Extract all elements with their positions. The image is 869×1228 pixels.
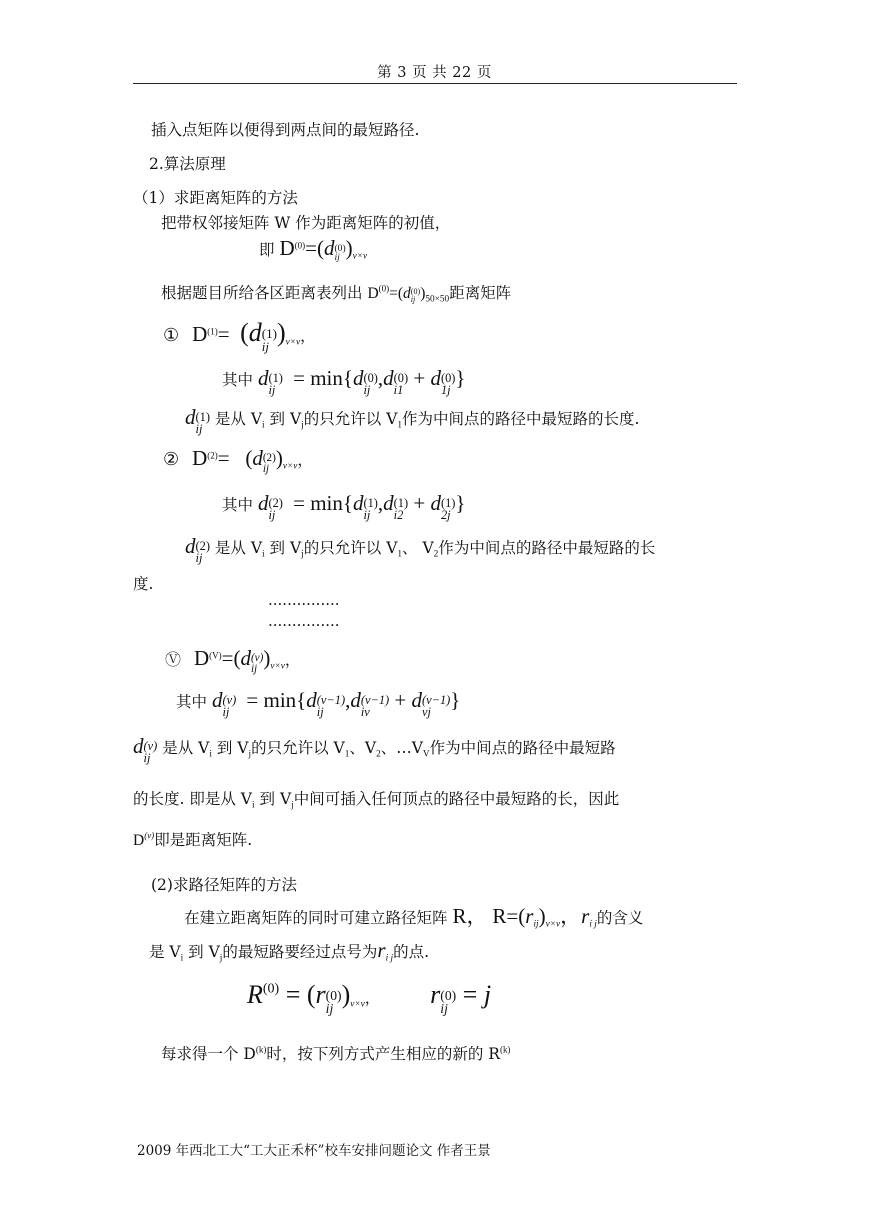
formula-dv: Ⓥ $D^{(V)}=(d$ (ν) ij )$_{\nu\times\nu}$， [165,646,301,675]
qizhong-v: 其中 [176,693,208,711]
path1-Req: R= [492,904,519,928]
path1-a: 在建立距离矩阵的同时可建立路径矩阵 [184,909,448,927]
descv-f: 作为中间点的路径中最短路 [429,739,616,757]
formula-d2: ② $D^{(2)}= (d$ (2) ij )$_{\nu\times\nu}$， [163,446,313,475]
formula-d1: ① $D^{(1)}= (d$ (1) ij )$_{\nu\times\nu}$， [163,318,316,355]
each-b: 时，按下列方式产生相应的新的 R [266,1045,500,1063]
desc-dv-cont: 的长度. 即是从 $V_i$ 到 $V_j$中间可插入任何顶点的路径中最短路的长，因此 [133,790,620,811]
section-2-heading: 2.算法原理 [149,155,226,173]
desc1-a: 是从 V [214,410,263,428]
desc2-b: 到 V [269,539,302,557]
dots-row-2: ............... [268,612,340,630]
min-op-v: min [263,688,297,712]
subsection-2-heading: (2)求路径矩阵的方法 [151,876,297,894]
descv-cont-a: 的长度. 即是从 V [133,790,252,808]
formula-d2-min: 其中 d (2) ij = min{d (1) ij ,d (1) i2 + d (1) 2j } [222,491,466,522]
desc2-a: 是从 V [214,539,263,557]
list-prefix: 根据题目所给各区距离表列出 [161,284,363,302]
ji-word: 即 [259,241,275,259]
formula-d1-min: 其中 d (1) ij = min{d (0) ij ,d (0) i1 + d (0) 1j } [222,366,466,397]
step-2-marker: ② [163,449,180,470]
init-paragraph: 把带权邻接矩阵 W 作为距离矩阵的初值， [161,214,451,232]
desc-dv: d (ν) ij 是从 $V_i$ 到 $V_j$的只允许以 $V_1$、$V_2$、$\dots V_V$作为中间点的路径中最短路 [133,734,616,765]
descv-c: 的只允许以 V [251,739,345,757]
sup-k-1: (k) [255,1044,267,1055]
path-paragraph-2: 是 $V_i$ 到 $V_j$的最短路要经过点号为$r_{i j}$的点. [149,938,430,964]
list-suffix: 距离矩阵 [449,284,512,302]
desc-d2-cont: 度. [133,575,154,593]
qizhong-2: 其中 [222,496,254,514]
subsection-1-heading: （1）求距离矩阵的方法 [133,189,298,207]
formula-dv-min: 其中 d (ν) ij = min{d (ν−1) ij ,d (ν−1) iν + d (ν−1) νj } [176,688,461,719]
path2-c: 的最短路要经过点号为 [222,943,378,961]
desc2-c: 的只允许以 V [303,539,398,557]
path2-a: 是 V [149,943,181,961]
desc-d1: d (1) ij 是从 $V_i$ 到 $V_j$的只允许以 $V_1$作为中间点的路径中最短路的长度. [185,405,640,436]
step-v-marker: Ⓥ [165,650,182,669]
formula-r0: R(0) = (r (0) ij )$_{\nu\times\nu}$， r (0) ij = j [247,980,492,1017]
path1-meaning: 的含义 [596,909,644,927]
desc1-b: 到 V [269,410,302,428]
descv-d: 、V [349,739,377,757]
path2-b: 到 V [188,943,220,961]
formula-d0: 即 $D^{(0)}=(d$ (0) ij )$_{\nu\times\nu}$ [259,236,368,264]
sup-k-2: (k) [499,1044,511,1055]
path2-d: 的点. [393,943,430,961]
dots-row-1: ............... [268,591,340,609]
page-footer: 2009 年西北工大“工大正禾杯”校车安排问题论文 作者王景 [137,1143,491,1159]
descv-a: 是从 V [162,739,210,757]
intro-line: 插入点矩阵以便得到两点间的最短路径. [151,121,420,139]
desc-d2: d (2) ij 是从 $V_i$ 到 $V_j$的只允许以 $V_1$、 $V_2$作为中间点的路径中最短路的长 [185,534,656,565]
descv-e: 、…V [380,739,423,757]
qizhong-1: 其中 [222,371,254,389]
header-rule [133,83,737,84]
dv-final-text: 即是距离矩阵. [154,831,253,849]
min-op-1: min [310,366,343,390]
dv-is-distance: $D^{(\nu)}$即是距离矩阵. [133,830,253,849]
desc2-e: 作为中间点的路径中最短路的长 [438,539,656,557]
min-op-2: min [310,491,343,515]
descv-cont-b: 到 V [259,790,292,808]
page-header: 第 3 页 共 22 页 [377,65,492,81]
each-k-paragraph [161,1042,510,1064]
descv-b: 到 V [216,739,249,757]
descv-cont-c: 中间可插入任何顶点的路径中最短路的长，因此 [293,790,620,808]
step-1-marker: ① [163,325,180,346]
each-a: 每求得一个 D [161,1045,256,1063]
desc1-c: 的只允许以 V [303,410,398,428]
matrix-size: 50×50 [425,294,450,305]
desc1-d: 作为中间点的路径中最短路的长度. [402,410,640,428]
path1-R: R， [452,904,488,928]
desc2-d: 、 V [402,539,434,557]
path-paragraph-1: 在建立距离矩阵的同时可建立路径矩阵 R， $R=(r_{ij})_{\nu\times\nu}$，$r_{i j}$的含义 [184,904,644,930]
list-paragraph: 根据题目所给各区距离表列出 $D^{(0)}=(d$ (0) ij )$_{50\times 50}$距离矩阵 [161,283,512,305]
